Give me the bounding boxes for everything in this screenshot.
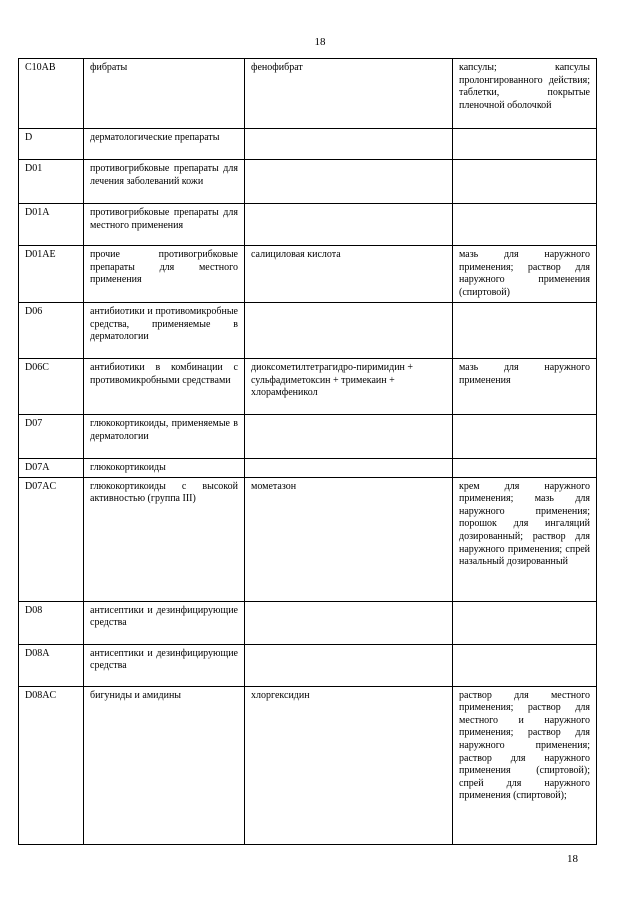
substance-cell bbox=[245, 415, 453, 459]
substance-cell: салициловая кислота bbox=[245, 246, 453, 303]
substance-cell bbox=[245, 459, 453, 478]
atc-code-cell: D08A bbox=[19, 644, 84, 686]
atc-code-cell: C10AB bbox=[19, 59, 84, 129]
atc-code-cell: D07AC bbox=[19, 477, 84, 601]
dosage-form-cell: крем для наружного применения; мазь для наружного применения; порошок для ингаляций дозированный; раствор для наружного применения; спрей назальный дозированный bbox=[453, 477, 597, 601]
substance-cell bbox=[245, 160, 453, 204]
atc-code-cell: D06C bbox=[19, 359, 84, 415]
table-row bbox=[19, 644, 597, 686]
atc-code-cell: D01A bbox=[19, 204, 84, 246]
group-cell: прочие противогрибковые препараты для местного применения bbox=[84, 246, 245, 303]
table-row bbox=[19, 686, 597, 844]
dosage-form-cell bbox=[453, 415, 597, 459]
substance-cell: диоксометилтетрагидро-пиримидин + сульфадиметоксин + тримекаин + хлорамфеникол bbox=[245, 359, 453, 415]
atc-code-cell: D08AC bbox=[19, 686, 84, 844]
dosage-form-cell bbox=[453, 459, 597, 478]
dosage-form-cell bbox=[453, 129, 597, 160]
group-cell: глюкокортикоиды, применяемые в дерматологии bbox=[84, 415, 245, 459]
substance-cell bbox=[245, 644, 453, 686]
dosage-form-cell bbox=[453, 204, 597, 246]
substance-cell bbox=[245, 129, 453, 160]
dosage-form-cell: мазь для наружного применения; раствор для наружного применения (спиртовой) bbox=[453, 246, 597, 303]
atc-code-cell: D07 bbox=[19, 415, 84, 459]
group-cell: глюкокортикоиды с высокой активностью (группа III) bbox=[84, 477, 245, 601]
atc-code-cell: D bbox=[19, 129, 84, 160]
group-cell: антисептики и дезинфицирующие средства bbox=[84, 644, 245, 686]
substance-cell bbox=[245, 601, 453, 644]
table-row bbox=[19, 59, 597, 129]
table-row bbox=[19, 303, 597, 359]
substance-cell: фенофибрат bbox=[245, 59, 453, 129]
substance-cell bbox=[245, 204, 453, 246]
table-row bbox=[19, 160, 597, 204]
dosage-form-cell: мазь для наружного применения bbox=[453, 359, 597, 415]
group-cell: антибиотики в комбинации с противомикробными средствами bbox=[84, 359, 245, 415]
page-number-top: 18 bbox=[314, 36, 326, 48]
dosage-form-cell bbox=[453, 303, 597, 359]
table-row bbox=[19, 601, 597, 644]
atc-code-cell: D01 bbox=[19, 160, 84, 204]
group-cell: глюкокортикоиды bbox=[84, 459, 245, 478]
table-row bbox=[19, 359, 597, 415]
drug-classification-table bbox=[18, 58, 597, 845]
group-cell: антибиотики и противомикробные средства, применяемые в дерматологии bbox=[84, 303, 245, 359]
table-row bbox=[19, 129, 597, 160]
table-row bbox=[19, 415, 597, 459]
atc-code-cell: D07A bbox=[19, 459, 84, 478]
atc-code-cell: D01AE bbox=[19, 246, 84, 303]
atc-code-cell: D08 bbox=[19, 601, 84, 644]
table-row bbox=[19, 204, 597, 246]
table-row bbox=[19, 246, 597, 303]
dosage-form-cell bbox=[453, 160, 597, 204]
substance-cell bbox=[245, 303, 453, 359]
group-cell: фибраты bbox=[84, 59, 245, 129]
atc-code-cell: D06 bbox=[19, 303, 84, 359]
dosage-form-cell bbox=[453, 601, 597, 644]
table-row bbox=[19, 459, 597, 478]
substance-cell: мометазон bbox=[245, 477, 453, 601]
substance-cell: хлоргексидин bbox=[245, 686, 453, 844]
group-cell: бигуниды и амидины bbox=[84, 686, 245, 844]
group-cell: противогрибковые препараты для лечения заболеваний кожи bbox=[84, 160, 245, 204]
group-cell: противогрибковые препараты для местного применения bbox=[84, 204, 245, 246]
dosage-form-cell: капсулы; капсулы пролонгированного действия; таблетки, покрытые пленочной оболочкой bbox=[453, 59, 597, 129]
dosage-form-cell: раствор для местного применения; раствор для местного и наружного применения; раствор для наружного применения; раствор для наружного применения (спиртовой); спрей для наружного применения (спиртовой); bbox=[453, 686, 597, 844]
group-cell: дерматологические препараты bbox=[84, 129, 245, 160]
table-row bbox=[19, 477, 597, 601]
dosage-form-cell bbox=[453, 644, 597, 686]
page-number-bottom: 18 bbox=[567, 853, 578, 865]
group-cell: антисептики и дезинфицирующие средства bbox=[84, 601, 245, 644]
